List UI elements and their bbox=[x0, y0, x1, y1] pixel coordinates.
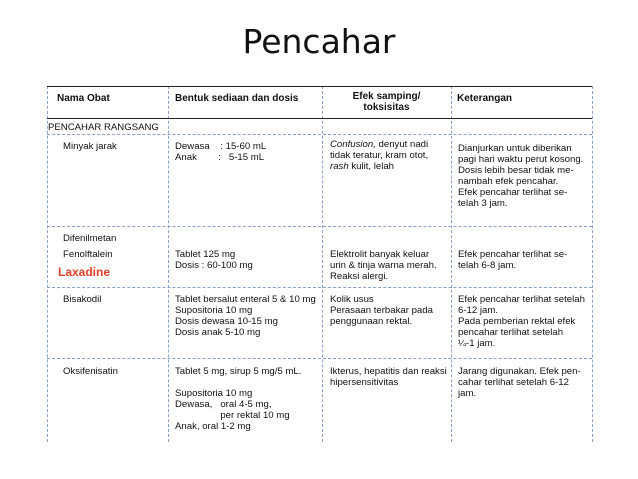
row-border bbox=[47, 287, 592, 288]
header-name: Nama Obat bbox=[57, 93, 110, 104]
dose-line: Dewasa, oral 4-5 mg, bbox=[175, 399, 272, 410]
row-border bbox=[47, 226, 592, 227]
dose-line: Anak : 5-15 mL bbox=[175, 152, 265, 163]
side-effect-text: kulit, lelah bbox=[348, 161, 394, 172]
row-border bbox=[47, 358, 592, 359]
note-line: telah 6-8 jam. bbox=[458, 260, 517, 271]
header-top-rule bbox=[47, 86, 592, 87]
note-line: Efek pencahar terlihat se- bbox=[458, 187, 568, 198]
note-line: ¼-1 jam. bbox=[458, 338, 496, 349]
side-effect-line: penggunaan rektal. bbox=[330, 316, 413, 327]
side-effect-italic: rash bbox=[330, 161, 349, 172]
drug-name: Bisakodil bbox=[63, 294, 102, 305]
dose-line: Tablet 5 mg, sirup 5 mg/5 mL. bbox=[175, 366, 302, 377]
side-effect-line: Reaksi alergi. bbox=[330, 271, 389, 282]
drug-name: Minyak jarak bbox=[63, 141, 117, 152]
header-side-effect-2: toksisitas bbox=[363, 102, 410, 113]
drug-name: Fenolftalein bbox=[63, 249, 113, 260]
dose-line: Anak, oral 1-2 mg bbox=[175, 421, 251, 432]
col-border bbox=[47, 86, 48, 442]
side-effect-line: Kolik usus bbox=[330, 294, 374, 305]
col-border bbox=[322, 86, 323, 442]
note-line: pagi hari waktu perut kosong. bbox=[458, 154, 584, 165]
dose-line: per rektal 10 mg bbox=[175, 410, 290, 421]
laxadine-label: Laxadine bbox=[58, 265, 111, 279]
note-line: Efek pencahar terlihat setelah bbox=[458, 294, 585, 305]
dose-line: Dosis anak 5-10 mg bbox=[175, 327, 261, 338]
dose-line: Supositoria 10 mg bbox=[175, 388, 253, 399]
note-line: telah 3 jam. bbox=[458, 198, 508, 209]
side-effect-line: Elektrolit banyak keluar bbox=[330, 249, 430, 260]
dose-line: Dosis : 60-100 mg bbox=[175, 260, 253, 271]
dose-line: Dosis dewasa 10-15 mg bbox=[175, 316, 278, 327]
side-effect-line: Perasaan terbakar pada bbox=[330, 305, 433, 316]
side-effect-line: tidak teratur, kram otot, bbox=[330, 150, 429, 161]
note-line: jam. bbox=[458, 388, 477, 399]
side-effect-italic: Confusion, bbox=[330, 139, 376, 150]
col-border bbox=[592, 86, 593, 442]
drug-group-name: Difenilmetan bbox=[63, 233, 117, 244]
side-effect-line bbox=[330, 139, 428, 151]
note-line: Dosis lebih besar tidak me- bbox=[458, 165, 574, 176]
note-line: 6-12 jam. bbox=[458, 305, 498, 316]
drug-table bbox=[47, 86, 592, 442]
side-effect-line: hipersensitivitas bbox=[330, 377, 399, 388]
side-effect-line bbox=[330, 161, 394, 173]
dose-line: Dewasa : 15-60 mL bbox=[175, 141, 267, 152]
section-label: PENCAHAR RANGSANG bbox=[48, 122, 159, 133]
note-line: Jarang digunakan. Efek pen- bbox=[458, 366, 581, 377]
note-line: Dianjurkan untuk diberikan bbox=[458, 143, 572, 154]
side-effect-line: urin & tinja warna merah. bbox=[330, 260, 437, 271]
note-line: cahar terlihat setelah 6-12 bbox=[458, 377, 569, 388]
col-border bbox=[451, 86, 452, 442]
dose-line: Tablet 125 mg bbox=[175, 249, 236, 260]
header-form: Bentuk sediaan dan dosis bbox=[175, 93, 299, 104]
note-line: nambah efek pencahar. bbox=[458, 176, 559, 187]
header-side-effect-1: Efek samping/ bbox=[352, 91, 421, 102]
header-notes: Keterangan bbox=[457, 93, 513, 104]
header-bottom-rule bbox=[47, 118, 592, 119]
dose-line: Tablet bersalut enteral 5 & 10 mg bbox=[175, 294, 316, 305]
col-border bbox=[168, 86, 169, 442]
slide-title: Pencahar bbox=[242, 22, 396, 61]
dose-line: Supositoria 10 mg bbox=[175, 305, 253, 316]
drug-name: Oksifenisatin bbox=[63, 366, 118, 377]
note-line: pencahar terlihat setelah bbox=[458, 327, 564, 338]
row-border bbox=[47, 134, 592, 135]
side-effect-text: denyut nadi bbox=[375, 139, 429, 150]
side-effect-line: Ikterus, hepatitis dan reaksi bbox=[330, 366, 447, 377]
note-line: Efek pencahar terlihat se- bbox=[458, 249, 568, 260]
note-line: Pada pemberian rektal efek bbox=[458, 316, 576, 327]
